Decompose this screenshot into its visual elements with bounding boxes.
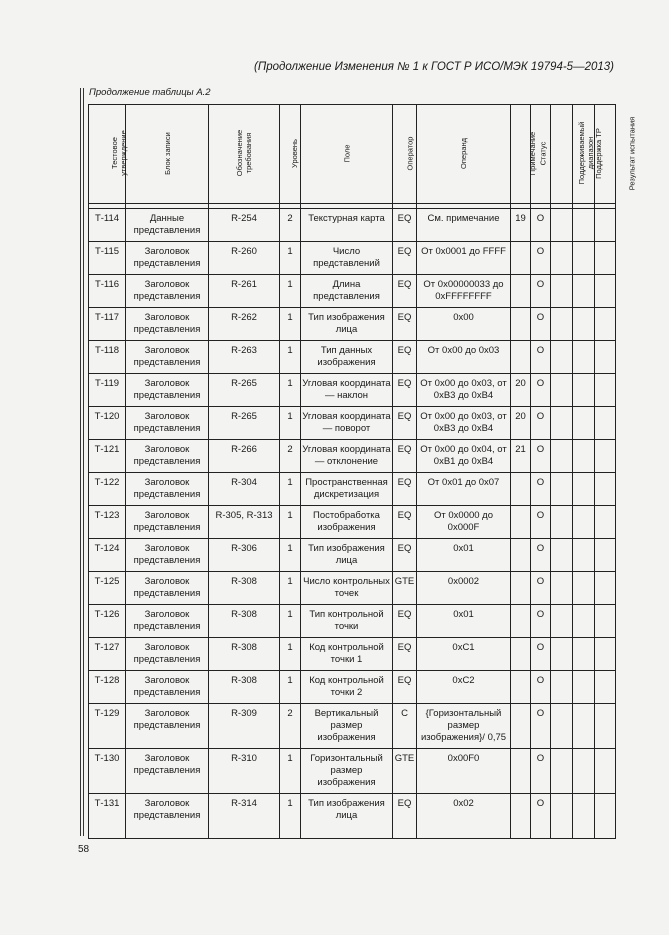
cell-level: 2 xyxy=(280,209,301,242)
cell-level: 1 xyxy=(280,749,301,794)
cell-supported-range xyxy=(551,572,573,605)
table-row xyxy=(89,506,616,539)
cell-tr-support xyxy=(573,308,595,341)
cell-test-id: Т-124 xyxy=(89,539,126,572)
cell-record-block: Заголовок представления xyxy=(126,506,209,539)
cell-field: Угловая координата — отклонение xyxy=(301,440,393,473)
cell-tr-support xyxy=(573,572,595,605)
cell-test-result xyxy=(595,440,616,473)
margin-line xyxy=(83,88,84,836)
cell-supported-range xyxy=(551,638,573,671)
cell-operator: EQ xyxy=(393,341,417,374)
cell-record-block: Заголовок представления xyxy=(126,275,209,308)
cell-requirement: R-308 xyxy=(209,671,280,704)
cell-operator: EQ xyxy=(393,374,417,407)
cell-requirement: R-306 xyxy=(209,539,280,572)
col-header-test-result: Результат испытания xyxy=(595,105,616,204)
cell-supported-range xyxy=(551,374,573,407)
cell-tr-support xyxy=(573,473,595,506)
cell-record-block: Заголовок представления xyxy=(126,341,209,374)
cell-requirement: R-309 xyxy=(209,704,280,749)
cell-tr-support xyxy=(573,704,595,749)
cell-record-block: Заголовок представления xyxy=(126,374,209,407)
cell-level: 1 xyxy=(280,308,301,341)
cell-supported-range xyxy=(551,407,573,440)
cell-field: Тип контрольной точки xyxy=(301,605,393,638)
cell-supported-range xyxy=(551,749,573,794)
cell-requirement: R-305, R-313 xyxy=(209,506,280,539)
cell-tr-support xyxy=(573,794,595,839)
table-row xyxy=(89,749,616,794)
cell-requirement: R-254 xyxy=(209,209,280,242)
table-body xyxy=(89,209,616,839)
cell-record-block: Заголовок представления xyxy=(126,704,209,749)
cell-note xyxy=(511,572,531,605)
cell-test-result xyxy=(595,473,616,506)
cell-field: Тип изображения лица xyxy=(301,794,393,839)
cell-operand: От 0x0000 до 0x000F xyxy=(417,506,511,539)
cell-supported-range xyxy=(551,506,573,539)
cell-record-block: Заголовок представления xyxy=(126,572,209,605)
cell-operator: EQ xyxy=(393,308,417,341)
col-header-level: Уровень xyxy=(280,105,301,204)
cell-record-block: Заголовок представления xyxy=(126,605,209,638)
cell-status: О xyxy=(531,794,551,839)
cell-operand: 0x0002 xyxy=(417,572,511,605)
cell-supported-range xyxy=(551,440,573,473)
cell-status: О xyxy=(531,242,551,275)
cell-field: Постобработка изображения xyxy=(301,506,393,539)
cell-tr-support xyxy=(573,374,595,407)
cell-requirement: R-314 xyxy=(209,794,280,839)
col-header-note: Примечание xyxy=(511,105,531,204)
cell-tr-support xyxy=(573,506,595,539)
table-row xyxy=(89,374,616,407)
cell-record-block: Заголовок представления xyxy=(126,671,209,704)
cell-operand: 0x02 xyxy=(417,794,511,839)
cell-tr-support xyxy=(573,671,595,704)
cell-status: О xyxy=(531,671,551,704)
cell-level: 1 xyxy=(280,794,301,839)
cell-requirement: R-263 xyxy=(209,341,280,374)
cell-test-id: Т-114 xyxy=(89,209,126,242)
cell-supported-range xyxy=(551,671,573,704)
table-row xyxy=(89,605,616,638)
cell-note: 20 xyxy=(511,374,531,407)
cell-operator: EQ xyxy=(393,605,417,638)
cell-operand: От 0x00 до 0x03, от 0xB3 до 0xB4 xyxy=(417,407,511,440)
cell-test-result xyxy=(595,605,616,638)
col-header-record-block: Блок записи xyxy=(126,105,209,204)
cell-note xyxy=(511,539,531,572)
cell-tr-support xyxy=(573,749,595,794)
table-row xyxy=(89,242,616,275)
cell-test-id: Т-119 xyxy=(89,374,126,407)
cell-test-id: Т-115 xyxy=(89,242,126,275)
cell-level: 1 xyxy=(280,506,301,539)
cell-field: Код контрольной точки 1 xyxy=(301,638,393,671)
cell-operator: EQ xyxy=(393,638,417,671)
cell-operator: EQ xyxy=(393,407,417,440)
cell-requirement: R-260 xyxy=(209,242,280,275)
table-row xyxy=(89,407,616,440)
cell-field: Тип данных изображения xyxy=(301,341,393,374)
table-row xyxy=(89,341,616,374)
cell-test-id: Т-130 xyxy=(89,749,126,794)
cell-field: Код контрольной точки 2 xyxy=(301,671,393,704)
cell-field: Тип изображения лица xyxy=(301,308,393,341)
cell-tr-support xyxy=(573,539,595,572)
cell-tr-support xyxy=(573,209,595,242)
cell-note xyxy=(511,242,531,275)
cell-operator: EQ xyxy=(393,275,417,308)
cell-operand: См. примечание xyxy=(417,209,511,242)
cell-test-result xyxy=(595,308,616,341)
cell-operator: GTE xyxy=(393,572,417,605)
cell-note xyxy=(511,506,531,539)
cell-field: Число контрольных точек xyxy=(301,572,393,605)
cell-tr-support xyxy=(573,242,595,275)
cell-test-id: Т-118 xyxy=(89,341,126,374)
cell-record-block: Заголовок представления xyxy=(126,638,209,671)
cell-supported-range xyxy=(551,242,573,275)
cell-status: О xyxy=(531,341,551,374)
cell-field: Число представлений xyxy=(301,242,393,275)
cell-test-result xyxy=(595,407,616,440)
cell-test-result xyxy=(595,341,616,374)
cell-status: О xyxy=(531,308,551,341)
cell-requirement: R-265 xyxy=(209,374,280,407)
cell-status: О xyxy=(531,749,551,794)
cell-supported-range xyxy=(551,605,573,638)
cell-note xyxy=(511,308,531,341)
table-row xyxy=(89,539,616,572)
cell-operator: EQ xyxy=(393,794,417,839)
cell-test-id: Т-127 xyxy=(89,638,126,671)
cell-note xyxy=(511,341,531,374)
cell-field: Текстурная карта xyxy=(301,209,393,242)
cell-level: 1 xyxy=(280,671,301,704)
cell-operator: C xyxy=(393,704,417,749)
cell-test-result xyxy=(595,275,616,308)
cell-record-block: Заголовок представления xyxy=(126,440,209,473)
cell-field: Угловая координата — поворот xyxy=(301,407,393,440)
cell-operator: EQ xyxy=(393,506,417,539)
cell-test-result xyxy=(595,374,616,407)
cell-operand: 0x01 xyxy=(417,605,511,638)
col-header-tr-support: Поддержка ТР xyxy=(573,105,595,204)
cell-operator: EQ xyxy=(393,473,417,506)
cell-requirement: R-308 xyxy=(209,638,280,671)
cell-requirement: R-310 xyxy=(209,749,280,794)
cell-field: Тип изображения лица xyxy=(301,539,393,572)
table-row xyxy=(89,308,616,341)
cell-test-id: Т-116 xyxy=(89,275,126,308)
cell-level: 1 xyxy=(280,572,301,605)
cell-record-block: Заголовок представления xyxy=(126,407,209,440)
cell-operand: От 0x00 до 0x03 xyxy=(417,341,511,374)
cell-operator: EQ xyxy=(393,539,417,572)
cell-test-result xyxy=(595,209,616,242)
table-row xyxy=(89,704,616,749)
cell-test-result xyxy=(595,506,616,539)
cell-test-id: Т-123 xyxy=(89,506,126,539)
cell-test-result xyxy=(595,794,616,839)
cell-record-block: Данные представления xyxy=(126,209,209,242)
cell-requirement: R-304 xyxy=(209,473,280,506)
table-row xyxy=(89,473,616,506)
cell-requirement: R-308 xyxy=(209,572,280,605)
cell-test-result xyxy=(595,242,616,275)
page-number: 58 xyxy=(78,844,90,855)
col-header-field: Поле xyxy=(301,105,393,204)
cell-status: О xyxy=(531,473,551,506)
cell-requirement: R-262 xyxy=(209,308,280,341)
cell-supported-range xyxy=(551,209,573,242)
cell-operand: 0x00F0 xyxy=(417,749,511,794)
table-row xyxy=(89,671,616,704)
cell-tr-support xyxy=(573,605,595,638)
cell-supported-range xyxy=(551,473,573,506)
cell-field: Угловая координата — наклон xyxy=(301,374,393,407)
cell-test-result xyxy=(595,749,616,794)
cell-supported-range xyxy=(551,539,573,572)
cell-operator: EQ xyxy=(393,671,417,704)
cell-test-id: Т-128 xyxy=(89,671,126,704)
cell-operand: От 0x00 до 0x04, от 0xB1 до 0xB4 xyxy=(417,440,511,473)
cell-tr-support xyxy=(573,638,595,671)
cell-status: О xyxy=(531,275,551,308)
table-row xyxy=(89,572,616,605)
cell-requirement: R-265 xyxy=(209,407,280,440)
cell-supported-range xyxy=(551,308,573,341)
cell-level: 1 xyxy=(280,374,301,407)
cell-supported-range xyxy=(551,341,573,374)
cell-operand: 0xC1 xyxy=(417,638,511,671)
table-row xyxy=(89,440,616,473)
cell-level: 1 xyxy=(280,275,301,308)
cell-test-id: Т-117 xyxy=(89,308,126,341)
cell-level: 1 xyxy=(280,473,301,506)
cell-operator: EQ xyxy=(393,209,417,242)
cell-supported-range xyxy=(551,275,573,308)
cell-note xyxy=(511,794,531,839)
cell-operand: От 0x01 до 0x07 xyxy=(417,473,511,506)
cell-test-id: Т-126 xyxy=(89,605,126,638)
cell-field: Длина представления xyxy=(301,275,393,308)
table-caption: Продолжение таблицы А.2 xyxy=(89,87,211,98)
cell-record-block: Заголовок представления xyxy=(126,539,209,572)
cell-note: 19 xyxy=(511,209,531,242)
col-header-supported-range: Поддерживаемый диапазон xyxy=(551,105,573,204)
cell-note xyxy=(511,605,531,638)
cell-note: 20 xyxy=(511,407,531,440)
cell-operand: 0x00 xyxy=(417,308,511,341)
margin-line xyxy=(80,88,81,836)
table-header-row xyxy=(89,105,616,204)
cell-tr-support xyxy=(573,440,595,473)
cell-record-block: Заголовок представления xyxy=(126,749,209,794)
cell-operand: 0xC2 xyxy=(417,671,511,704)
cell-operand: От 0x00000033 до 0xFFFFFFFF xyxy=(417,275,511,308)
cell-note xyxy=(511,749,531,794)
cell-note xyxy=(511,275,531,308)
cell-level: 1 xyxy=(280,341,301,374)
cell-requirement: R-308 xyxy=(209,605,280,638)
col-header-requirement: Обозначение требования xyxy=(209,105,280,204)
cell-test-id: Т-125 xyxy=(89,572,126,605)
cell-level: 1 xyxy=(280,242,301,275)
cell-field: Горизонтальный размер изображения xyxy=(301,749,393,794)
table-row xyxy=(89,275,616,308)
cell-status: О xyxy=(531,638,551,671)
cell-status: О xyxy=(531,506,551,539)
col-header-operand: Операнд xyxy=(417,105,511,204)
cell-status: О xyxy=(531,539,551,572)
cell-note xyxy=(511,638,531,671)
cell-tr-support xyxy=(573,407,595,440)
table-row xyxy=(89,794,616,839)
cell-operand: {Горизонтальный размер изображения}/ 0,75 xyxy=(417,704,511,749)
cell-test-id: Т-121 xyxy=(89,440,126,473)
cell-field: Пространственная дискретизация xyxy=(301,473,393,506)
table-row xyxy=(89,209,616,242)
cell-status: О xyxy=(531,440,551,473)
cell-operator: EQ xyxy=(393,440,417,473)
cell-operand: От 0x00 до 0x03, от 0xB3 до 0xB4 xyxy=(417,374,511,407)
cell-level: 2 xyxy=(280,440,301,473)
cell-field: Вертикальный размер изображения xyxy=(301,704,393,749)
cell-operand: 0x01 xyxy=(417,539,511,572)
cell-test-result xyxy=(595,638,616,671)
cell-note xyxy=(511,671,531,704)
cell-status: О xyxy=(531,572,551,605)
cell-tr-support xyxy=(573,341,595,374)
cell-requirement: R-261 xyxy=(209,275,280,308)
cell-supported-range xyxy=(551,704,573,749)
table-row xyxy=(89,638,616,671)
cell-note xyxy=(511,473,531,506)
cell-note xyxy=(511,704,531,749)
cell-level: 1 xyxy=(280,539,301,572)
cell-test-id: Т-131 xyxy=(89,794,126,839)
cell-status: О xyxy=(531,605,551,638)
cell-status: О xyxy=(531,209,551,242)
running-header: (Продолжение Изменения № 1 к ГОСТ Р ИСО/МЭК 19794-5—2013) xyxy=(254,61,614,73)
cell-operand: От 0x0001 до FFFF xyxy=(417,242,511,275)
cell-test-id: Т-129 xyxy=(89,704,126,749)
cell-status: О xyxy=(531,407,551,440)
cell-level: 2 xyxy=(280,704,301,749)
cell-level: 1 xyxy=(280,638,301,671)
cell-test-result xyxy=(595,704,616,749)
col-header-status: Статус xyxy=(531,105,551,204)
requirements-table xyxy=(88,104,637,839)
cell-operator: GTE xyxy=(393,749,417,794)
cell-operator: EQ xyxy=(393,242,417,275)
cell-record-block: Заголовок представления xyxy=(126,473,209,506)
cell-level: 1 xyxy=(280,407,301,440)
cell-record-block: Заголовок представления xyxy=(126,308,209,341)
cell-supported-range xyxy=(551,794,573,839)
cell-test-id: Т-120 xyxy=(89,407,126,440)
cell-test-result xyxy=(595,572,616,605)
cell-status: О xyxy=(531,704,551,749)
cell-note: 21 xyxy=(511,440,531,473)
cell-test-result xyxy=(595,671,616,704)
cell-status: О xyxy=(531,374,551,407)
cell-tr-support xyxy=(573,275,595,308)
col-header-test-assertion: Тестовое утверждение xyxy=(89,105,126,204)
cell-level: 1 xyxy=(280,605,301,638)
cell-record-block: Заголовок представления xyxy=(126,794,209,839)
cell-test-result xyxy=(595,539,616,572)
cell-record-block: Заголовок представления xyxy=(126,242,209,275)
col-header-operator: Оператор xyxy=(393,105,417,204)
cell-test-id: Т-122 xyxy=(89,473,126,506)
cell-requirement: R-266 xyxy=(209,440,280,473)
